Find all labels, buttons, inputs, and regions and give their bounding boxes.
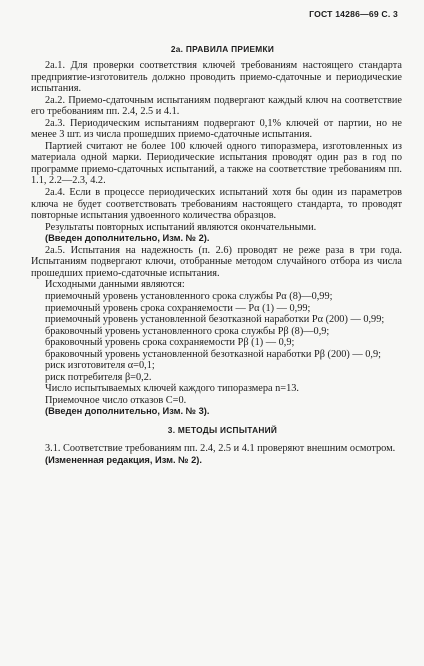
section-3-title: 3. МЕТОДЫ ИСПЫТАНИЙ xyxy=(167,425,278,436)
paragraph-results: Результаты повторных испытаний являются окончательными. xyxy=(45,221,317,233)
paragraph-3-1: 3.1. Соответствие требованиям пп. 2.4, 2.5 и 4.1 проверяют внешним осмотром. xyxy=(45,443,396,455)
paragraph-2a3: 2а.3. Периодическим испытаниям подвергают 0,1% ключей от партии, но не менее 3 шт. из числа прошедших приемо-сдаточные испытания. xyxy=(31,117,402,141)
paragraph-input-data: Исходными данными являются: xyxy=(45,279,185,291)
paragraph-2a1: 2а.1. Для проверки соответствия ключей требованиям настоящего стандарта предприятие-изготовитель должно проводить приемо-сдаточные и периодические испытания. xyxy=(31,60,402,95)
list-item: браковочный уровень установленного срока службы Pβ (8)—0,9; xyxy=(45,325,330,337)
amendment-note-section3: (Измененная редакция, Изм. № 2). xyxy=(45,454,202,465)
section-2a-title: 2а. ПРАВИЛА ПРИЕМКИ xyxy=(170,44,275,54)
list-item: риск изготовителя α=0,1; xyxy=(45,360,155,372)
list-item: Приемочное число отказов C=0. xyxy=(45,394,187,406)
list-item: браковочный уровень срока сохраняемости Pβ (1) — 0,9; xyxy=(45,337,295,349)
list-item: приемочный уровень установленного срока службы Pα (8)—0,99; xyxy=(45,290,333,302)
document-body xyxy=(31,44,402,466)
amendment-note-2: (Введен дополнительно, Изм. № 2). xyxy=(45,233,210,244)
paragraph-2a4: 2а.4. Если в процессе периодических испытаний хотя бы один из параметров ключа не будет соответствовать требованиям настоящего стандарта, то проводят повторные испытания удвоенного количества образцов. xyxy=(31,187,402,222)
page-header: ГОСТ 14286—69 С. 3 xyxy=(309,9,398,19)
list-item: приемочный уровень срока сохраняемости — Pα (1) — 0,99; xyxy=(45,302,311,314)
list-item: приемочный уровень установленной безотказной наработки Pα (200) — 0,99; xyxy=(45,314,385,326)
amendment-note-3: (Введен дополнительно, Изм. № 3). xyxy=(45,406,210,417)
paragraph-2a2: 2а.2. Приемо-сдаточным испытаниям подвергают каждый ключ на соответствие его требованиям пп. 2.4, 2.5 и 4.1. xyxy=(31,94,402,118)
list-item: Число испытываемых ключей каждого типоразмера n=13. xyxy=(45,383,299,395)
list-item: риск потребителя β=0,2. xyxy=(45,371,152,383)
paragraph-2a5: 2а.5. Испытания на надежность (п. 2.6) проводят не реже раза в три года. Испытаниям подвергают ключи, отобранные методом случайного отбора из числа прошедших приемо-сдаточные испытания. xyxy=(31,244,402,279)
paragraph-batch: Партией считают не более 100 ключей одного типоразмера, изготовленных из материала одной марки. Периодические испытания проводят один раз в год по программе приемо-сдаточных испытаний, а также на соответствие требованиям пп. 1.1, 2.2—2.3, 4.2. xyxy=(31,140,402,187)
list-item: браковочный уровень установленной безотказной наработки Pβ (200) — 0,9; xyxy=(45,348,382,360)
